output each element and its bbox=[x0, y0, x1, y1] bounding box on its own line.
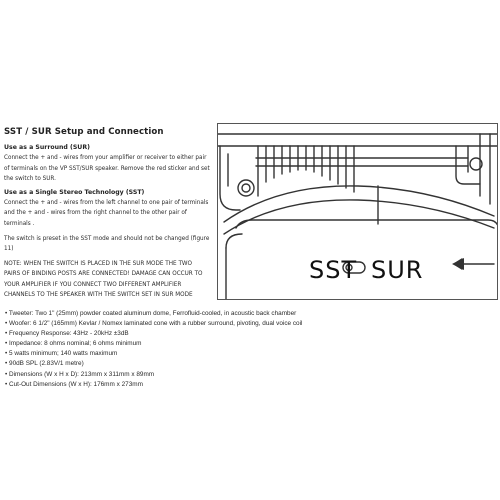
surround-heading: Use as a Surround (SUR) bbox=[4, 144, 90, 151]
spec-item: • Dimensions (W x H x D): 213mm x 311mm x 89mm bbox=[5, 370, 155, 378]
warning-note: NOTE: WHEN THE SWITCH IS PLACED IN THE SUR MODE THE TWO PAIRS OF BINDING POSTS ARE CONNECTED! DAMAGE CAN OCCUR TO YOUR AMPLIFIER IF YOU CONNECT TWO DIFFERENT AMPLIFIER CHANNELS TO THE SPEAKER WITH THE SWITCH SET IN SUR MODE bbox=[4, 260, 203, 298]
speaker-back-illustration bbox=[218, 124, 498, 300]
spec-item: • Impedance: 8 ohms nominal; 6 ohms minimum bbox=[5, 340, 142, 348]
spec-item: • Tweeter: Two 1" (25mm) powder coated aluminum dome, Ferrofluid-cooled, in acoustic back chamber bbox=[5, 310, 297, 317]
section-title: SST / SUR Setup and Connection bbox=[4, 127, 164, 137]
sur-switch-label: SUR bbox=[371, 256, 424, 284]
switch-figure bbox=[217, 123, 498, 300]
surround-instructions: Connect the + and - wires from your amplifier or receiver to either pair of terminals on the VP SST/SUR speaker. Remove the red sticker and set the switch to SUR. bbox=[4, 155, 210, 183]
spec-item: • Frequency Response: 43Hz - 20kHz ±3dB bbox=[5, 330, 129, 338]
stereo-instructions: Connect the + and - wires from the left channel to one pair of terminals and the + and - wires from the right channel to the other pair of terminals . bbox=[4, 199, 209, 227]
spec-item: • Woofer: 6 1/2" (165mm) Kevlar / Nomex laminated cone with a rubber surround, pivoting, dual voice coil bbox=[5, 320, 303, 328]
stereo-heading: Use as a Single Stereo Technology (SST) bbox=[4, 188, 145, 196]
spec-item: • 90dB SPL (2.83V/1 metre) bbox=[5, 360, 84, 368]
specifications-list bbox=[5, 309, 485, 390]
spec-item: • 5 watts minimum; 140 watts maximum bbox=[5, 350, 118, 358]
setup-instructions bbox=[4, 127, 210, 300]
preset-note: The switch is preset in the SST mode and should not be changed (figure 11) bbox=[4, 235, 210, 253]
spec-item: • Cut-Out Dimensions (W x H): 176mm x 273mm bbox=[5, 380, 143, 388]
sst-switch-label: SST bbox=[309, 256, 358, 284]
